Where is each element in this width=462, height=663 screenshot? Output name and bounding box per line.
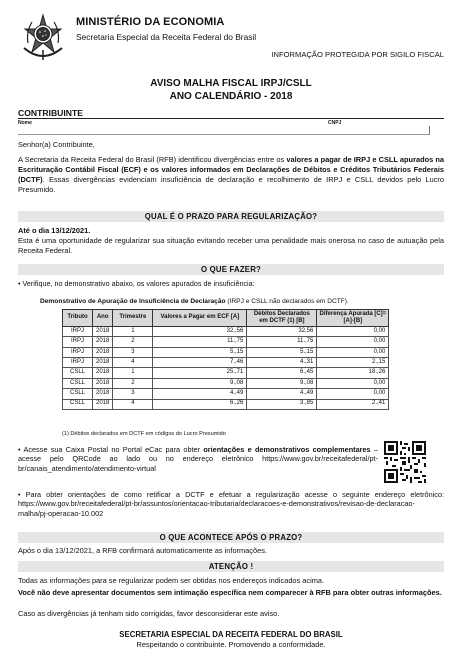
verify-instruction: • Verifique, no demonstrativo abaixo, os valores apurados de insuficiência: — [18, 279, 255, 288]
table-row — [63, 399, 389, 409]
cell-ano: 2018 — [93, 337, 113, 347]
section-prazo: QUAL É O PRAZO PARA REGULARIZAÇÃO? — [18, 211, 444, 222]
cell-debito: 6.,45 — [247, 368, 317, 378]
cell-ano: 2018 — [93, 368, 113, 378]
cell-diferenca: 2.,15 — [317, 357, 389, 367]
cell-valor: 25.,71 — [153, 368, 247, 378]
cell-valor: 5.,15 — [153, 347, 247, 357]
cell-diferenca: 0,00 — [317, 347, 389, 357]
cell-valor: 6.,26 — [153, 399, 247, 409]
cell-debito: 9.,08 — [247, 378, 317, 388]
intro-bold: valores a pagar de IRPJ e CSLL apurados na Escrituração Contábil Fiscal (ECF) e os valores informados em Declarações de Débitos e Créditos Tributários Federais (DCTF) — [18, 155, 444, 184]
atencao-line-2: Você não deve apresentar documentos sem intimação específica nem comparecer à RFB para obter outras informações. — [18, 588, 442, 597]
cell-valor: 32.,56 — [153, 326, 247, 336]
header-tributo: Tributo — [63, 310, 93, 327]
cell-tributo: IRPJ — [63, 347, 93, 357]
access-text-2: – acesse pelo QRCode ao lado ou no endereço eletrônico https://www.gov.br/receitafederal/pt-br/canais_atendimento/atendimento-virtual — [18, 445, 378, 473]
cell-trimestre: 1 — [113, 368, 153, 378]
dctf-instruction: • Para obter orientações de como retificar a DCTF e efetuar a regularização acesse o seguinte endereço eletrônico: https://www.gov.br/receitafederal/pt-br/assuntos/orientacao-tributaria/declaracoes-e-demonstrativos/revisao-de-declaracao-malha/pj-operacao-10.002 — [18, 490, 444, 518]
cell-tributo: CSLL — [63, 378, 93, 388]
cell-debito: 4.,31 — [247, 357, 317, 367]
atencao-line-3: Caso as divergências já tenham sido corrigidas, favor desconsiderar este aviso. — [18, 609, 280, 618]
header-trimestre: Trimestre — [113, 310, 153, 327]
title-line-2: ANO CALENDÁRIO - 2018 — [169, 90, 293, 102]
cell-trimestre: 2 — [113, 337, 153, 347]
table-footnote: (1) Débitos declarados em DCTF em códigos do Lucro Presumido — [62, 431, 226, 437]
cell-tributo: CSLL — [63, 389, 93, 399]
cell-debito: 4.,49 — [247, 389, 317, 399]
cell-valor: 4.,49 — [153, 389, 247, 399]
apos-text: Após o dia 13/12/2021, a RFB confirmará automaticamente as informações. — [18, 546, 267, 555]
table-caption-bold: Demonstrativo de Apuração de Insuficiência de Declaração — [40, 298, 226, 305]
table-caption-rest: (IRPJ e CSLL não declarados em DCTF). — [225, 298, 349, 305]
cell-valor: 9.,08 — [153, 378, 247, 388]
cell-ano: 2018 — [93, 378, 113, 388]
contribuinte-divider — [18, 118, 444, 119]
cell-diferenca: 0,00 — [317, 378, 389, 388]
cell-tributo: CSLL — [63, 399, 93, 409]
header-diferenca: Diferença Apurada [C]=[A]-[B] — [317, 310, 389, 327]
table-row — [63, 368, 389, 378]
header-ano: Ano — [93, 310, 113, 327]
intro-text-1: A Secretaria da Receita Federal do Brasil (RFB) identificou divergências entre os — [18, 155, 287, 164]
cell-ano: 2018 — [93, 347, 113, 357]
atencao-line-1: Todas as informações para se regularizar podem ser obtidas nos endereços indicados acima. — [18, 576, 325, 585]
footer-org: SECRETARIA ESPECIAL DA RECEITA FEDERAL DO BRASIL — [119, 630, 343, 639]
cell-ano: 2018 — [93, 326, 113, 336]
cell-trimestre: 4 — [113, 357, 153, 367]
access-bold: orientações e demonstrativos complementares — [203, 445, 371, 454]
cell-trimestre: 1 — [113, 326, 153, 336]
table-row — [63, 326, 389, 336]
cell-valor: 7.,46 — [153, 357, 247, 367]
access-text-1: • Acesse sua Caixa Postal no Portal eCac para obter — [18, 445, 204, 454]
table-header-row — [63, 310, 389, 327]
table-row — [63, 347, 389, 357]
section-apos-prazo: O QUE ACONTECE APÓS O PRAZO? — [18, 532, 444, 543]
secretariat-name: Secretaria Especial da Receita Federal do Brasil — [76, 32, 257, 42]
table-row — [63, 357, 389, 367]
cell-ano: 2018 — [93, 399, 113, 409]
document-header — [18, 10, 444, 68]
cell-debito: 32,56 — [247, 326, 317, 336]
footer-motto: Respeitando o contribuinte. Promovendo a conformidade. — [136, 640, 326, 649]
ministry-name: MINISTÉRIO DA ECONOMIA — [76, 16, 225, 28]
insufficiency-table — [62, 309, 389, 410]
intro-text-2: . Essas divergências evidenciam insuficiência de declaração e recolhimento de IRPJ e CSLL devidos pelo Lucro Presumido. — [18, 174, 444, 194]
cell-ano: 2018 — [93, 389, 113, 399]
document-title — [0, 78, 462, 103]
greeting: Senhor(a) Contribuinte, — [18, 140, 95, 149]
cell-diferenca: 0,00 — [317, 337, 389, 347]
qr-code-icon[interactable] — [384, 441, 426, 483]
cell-diferenca: 18.,26 — [317, 368, 389, 378]
access-instruction — [18, 445, 378, 473]
cell-debito: 11.,75 — [247, 337, 317, 347]
title-line-1: AVISO MALHA FISCAL IRPJ/CSLL — [150, 78, 312, 89]
prazo-text: Esta é uma oportunidade de regularizar sua situação evitando receber uma penalidade mais onerosa no caso de autuação pela Receita Federal. — [18, 236, 444, 255]
cell-trimestre: 3 — [113, 389, 153, 399]
cell-diferenca: 0,00 — [317, 326, 389, 336]
header-debitos: Débitos Declarados em DCTF (1) [B] — [247, 310, 317, 327]
table-row — [63, 337, 389, 347]
confidential-notice: INFORMAÇÃO PROTEGIDA POR SIGILO FISCAL — [271, 50, 444, 59]
cell-trimestre: 4 — [113, 399, 153, 409]
section-atencao: ATENÇÃO ! — [18, 561, 444, 572]
cell-diferenca: 0,00 — [317, 389, 389, 399]
cell-tributo: IRPJ — [63, 337, 93, 347]
cell-diferenca: 2.,41 — [317, 399, 389, 409]
cell-trimestre: 2 — [113, 378, 153, 388]
brazil-coat-of-arms-icon — [20, 12, 66, 62]
table-caption — [40, 298, 440, 306]
header-valores: Valores a Pagar em ECF [A] — [153, 310, 247, 327]
table-row — [63, 389, 389, 399]
nome-label: Nome — [18, 120, 32, 126]
cell-tributo: IRPJ — [63, 357, 93, 367]
cell-valor: 11.,75 — [153, 337, 247, 347]
cell-trimestre: 3 — [113, 347, 153, 357]
section-o-que-fazer: O QUE FAZER? — [18, 264, 444, 275]
cell-ano: 2018 — [93, 357, 113, 367]
prazo-date: Até o dia 13/12/2021. — [18, 226, 91, 235]
cell-debito: 5.,15 — [247, 347, 317, 357]
cell-tributo: IRPJ — [63, 326, 93, 336]
cell-debito: 3.,85 — [247, 399, 317, 409]
table-row — [63, 378, 389, 388]
contribuinte-redacted-box — [18, 126, 430, 135]
contribuinte-label: CONTRIBUINTE — [18, 108, 83, 118]
cnpj-label: CNPJ — [328, 120, 342, 126]
cell-tributo: CSLL — [63, 368, 93, 378]
intro-paragraph — [18, 155, 444, 194]
